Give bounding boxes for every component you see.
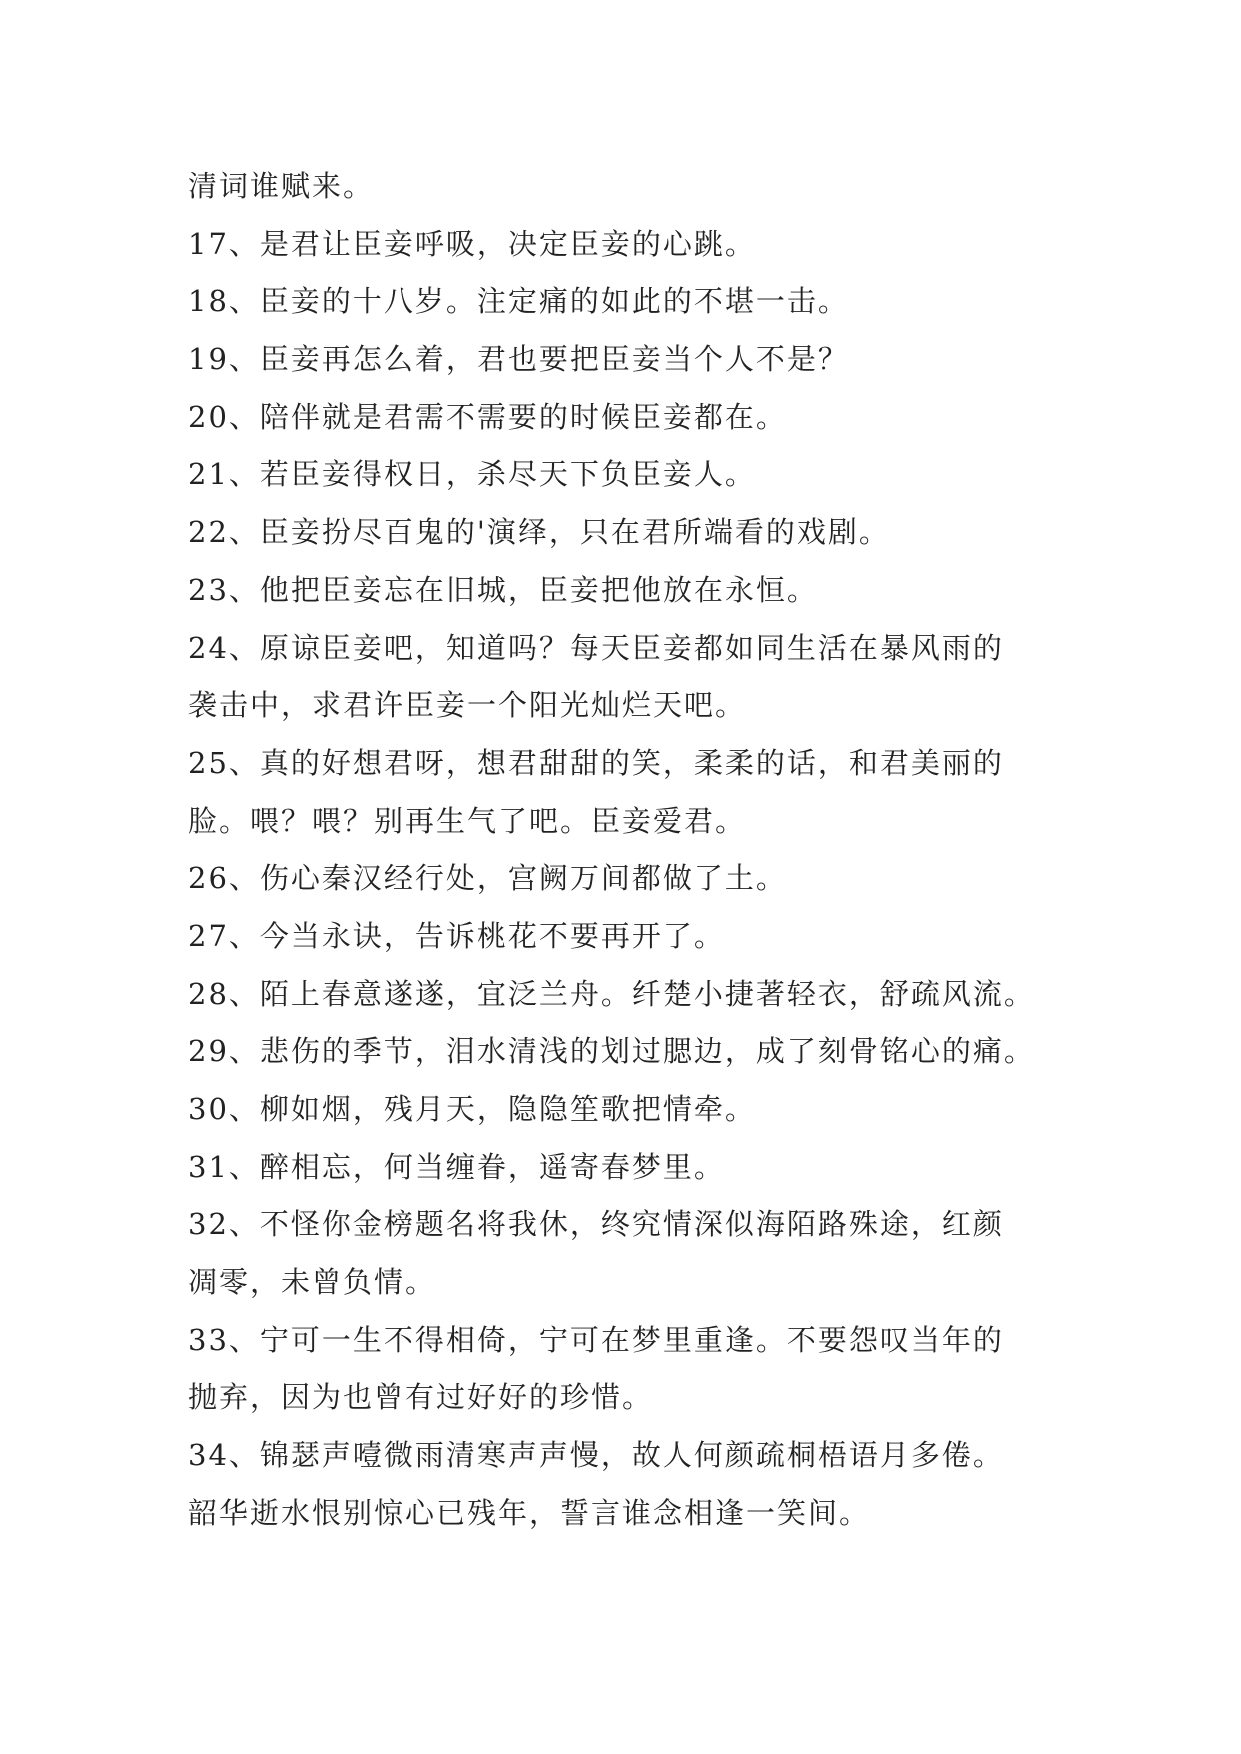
- text-line: 21、若臣妾得权日，杀尽天下负臣妾人。: [188, 457, 756, 492]
- text-line: 19、臣妾再怎么着，君也要把臣妾当个人不是？: [188, 342, 849, 377]
- text-line: 袭击中，求君许臣妾一个阳光灿烂天吧。: [188, 688, 747, 723]
- text-line: 33、宁可一生不得相倚，宁可在梦里重逢。不要怨叹当年的: [188, 1322, 1004, 1357]
- text-line: 29、悲伤的季节，泪水清浅的划过腮边，成了刻骨铭心的痛。: [188, 1034, 1035, 1069]
- text-line: 25、真的好想君呀，想君甜甜的笑，柔柔的话，和君美丽的: [188, 745, 1004, 780]
- text-line: 20、陪伴就是君需不需要的时候臣妾都在。: [188, 399, 787, 434]
- text-line: 凋零，未曾负情。: [188, 1265, 437, 1300]
- text-line: 31、醉相忘，何当缠眷，遥寄春梦里。: [188, 1149, 725, 1184]
- text-line: 23、他把臣妾忘在旧城，臣妾把他放在永恒。: [188, 572, 818, 607]
- text-line: 27、今当永诀，告诉桃花不要再开了。: [188, 918, 725, 953]
- text-line: 抛弃，因为也曾有过好好的珍惜。: [188, 1380, 654, 1415]
- text-line: 30、柳如烟，残月天，隐隐笙歌把情牵。: [188, 1092, 756, 1126]
- text-line: 32、不怪你金榜题名将我休，终究情深似海陌路殊途，红颜: [188, 1207, 1004, 1242]
- text-line: 17、是君让臣妾呼吸，决定臣妾的心跳。: [188, 226, 756, 261]
- text-line: 22、臣妾扮尽百鬼的'演绎，只在君所端看的戏剧。: [188, 515, 890, 550]
- text-line: 26、伤心秦汉经行处，宫阙万间都做了土。: [188, 861, 787, 896]
- text-line: 18、臣妾的十八岁。注定痛的如此的不堪一击。: [188, 284, 849, 319]
- text-line: 脸。喂？喂？别再生气了吧。臣妾爱君。: [188, 803, 747, 838]
- text-line: 28、陌上春意遂遂，宜泛兰舟。纤楚小捷著轻衣，舒疏风流。: [188, 976, 1035, 1011]
- text-line: 清词谁赋来。: [188, 169, 375, 203]
- text-line: 韶华逝水恨别惊心已残年，誓言谁念相逢一笑间。: [188, 1495, 871, 1530]
- text-line: 24、原谅臣妾吧，知道吗？每天臣妾都如同生活在暴风雨的: [188, 630, 1004, 665]
- text-line: 34、锦瑟声噎微雨清寒声声慢，故人何颜疏桐梧语月多倦。: [188, 1438, 1004, 1473]
- document-body: [188, 158, 1088, 1543]
